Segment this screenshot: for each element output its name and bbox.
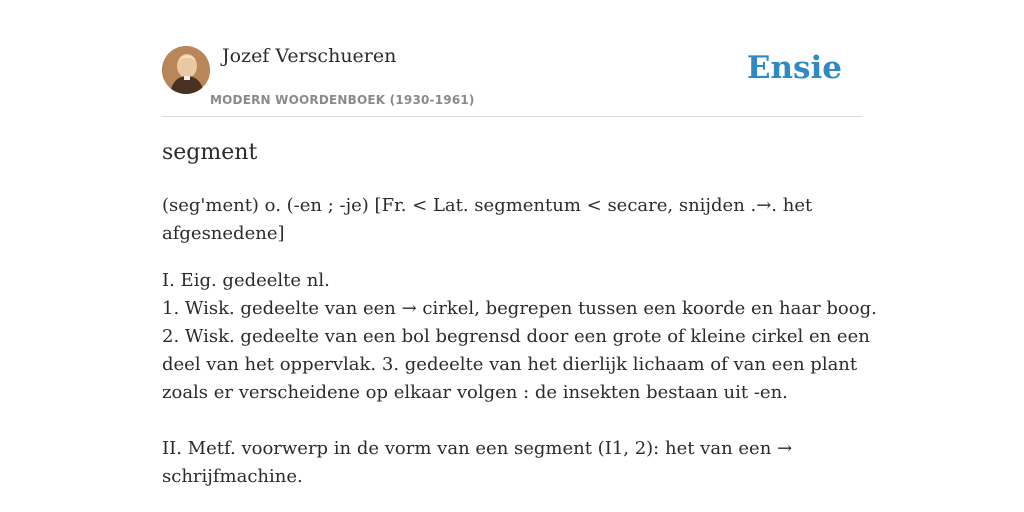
source-label[interactable]: MODERN WOORDENBOEK (1930-1961) <box>210 93 475 107</box>
definition-line: I. Eig. gedeelte nl. <box>162 270 330 291</box>
definition-line: 2. Wisk. gedeelte van een bol begrensd door een grote of kleine cirkel en een <box>162 326 870 347</box>
definitions <box>162 267 877 491</box>
etymology-line: (seg'ment) o. (-en ; -je) [Fr. < Lat. segmentum < secare, snijden .→. het <box>162 195 813 216</box>
entry-term: segment <box>162 140 258 165</box>
definition-line: 1. Wisk. gedeelte van een → cirkel, begrepen tussen een koorde en haar boog. <box>162 298 877 319</box>
definition-line: zoals er verscheidene op elkaar volgen : de insekten bestaan uit -en. <box>162 382 788 403</box>
portrait-image <box>162 46 210 94</box>
page-container <box>162 0 877 512</box>
definition-line: II. Metf. voorwerp in de vorm van een segment (I1, 2): het van een → <box>162 438 793 459</box>
definition-line: schrijfmachine. <box>162 466 303 487</box>
author-name[interactable]: Jozef Verschueren <box>222 45 397 67</box>
paragraph-gap <box>162 407 842 435</box>
definition-line: deel van het oppervlak. 3. gedeelte van het dierlijk lichaam of van een plant <box>162 354 858 375</box>
author-avatar[interactable] <box>162 46 210 94</box>
header <box>162 0 862 117</box>
etymology-line: afgesnedene] <box>162 223 285 244</box>
etymology <box>162 192 842 248</box>
brand-logo[interactable]: Ensie <box>746 50 842 86</box>
